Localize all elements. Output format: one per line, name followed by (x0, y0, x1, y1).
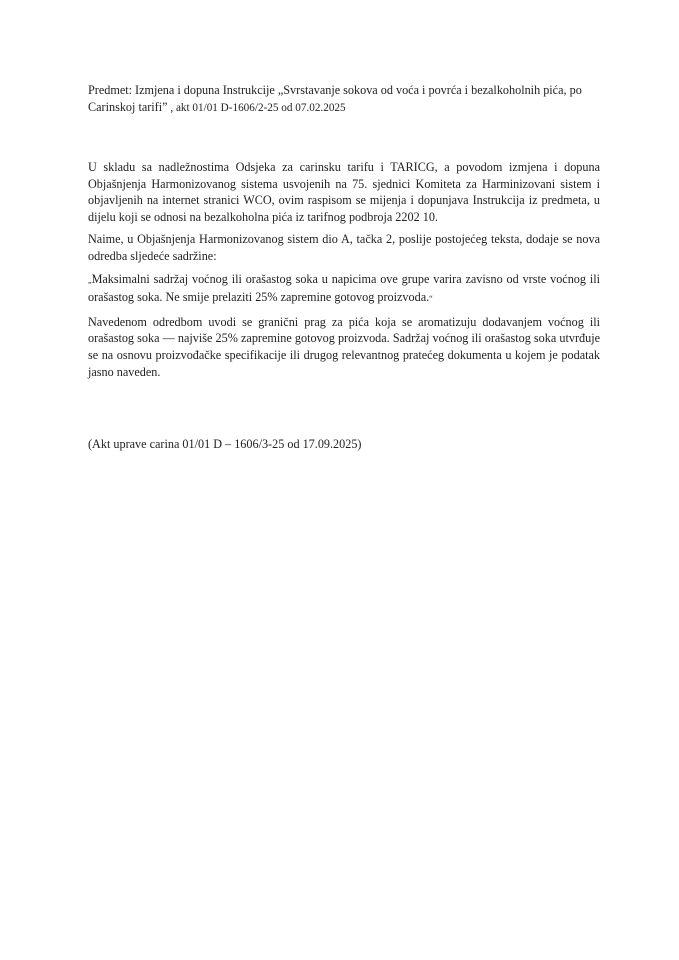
quoted-text: Maksimalni sadržaj voćnog ili orašastog soka u napicima ove grupe varira zavisno od vrste voćnog ili orašastog soka. Ne smije prelaziti 25% zapremine gotovog proizvoda. (88, 271, 600, 305)
subject-reference: , akt 01/01 D-1606/2-25 od 07.02.2025 (167, 102, 346, 114)
subject-text: Predmet: Izmjena i dopuna Instrukcije „Svrstavanje sokova od voća i povrća i bezalkoholnih pića, po Carinskoj tarifi” (88, 83, 582, 114)
intro-paragraph: U skladu sa nadležnostima Odsjeka za carinsku tarifu i TARICG, a povodom izmjena i dopuna Objašnjenja Harmonizovanog sistema usvojenih na 75. sjednici Komiteta za Harminizovani sistem i objavljenih na internet stranici WCO, ovim raspisom se mijenja i dopunjava Instrukcija iz predmeta, u dijelu koji se odnosi na bezalkoholna pića iz tarifnog podbroja 2202 10. (88, 160, 600, 224)
document-page (88, 82, 600, 465)
quoted-provision (88, 271, 600, 308)
amendment-paragraph: Naime, u Objašnjenja Harmonizovanog sistem dio A, tačka 2, poslije postojećeg teksta, dodaje se nova odredba sljedeće sadržine: (88, 232, 600, 263)
close-quote-mark: “ (429, 294, 433, 304)
explanation-paragraph: Navedenom odredbom uvodi se granični prag za pića koja se aromatizuju dodavanjem voćnog ili orašastog soka — najviše 25% zapremine gotovog proizvoda. Sadržaj voćnog ili orašastog soka utvrđuje se na osnovu proizvođačke specifikacije ili drugog relevantnog pratećeg dokumenta u kojem je podatak jasno naveden. (88, 314, 600, 379)
subject-line (88, 82, 600, 117)
document-body (88, 159, 600, 380)
closing-reference: (Akt uprave carina 01/01 D – 1606/3-25 od 17.09.2025) (88, 437, 362, 452)
open-quote-mark: „ (88, 275, 92, 285)
